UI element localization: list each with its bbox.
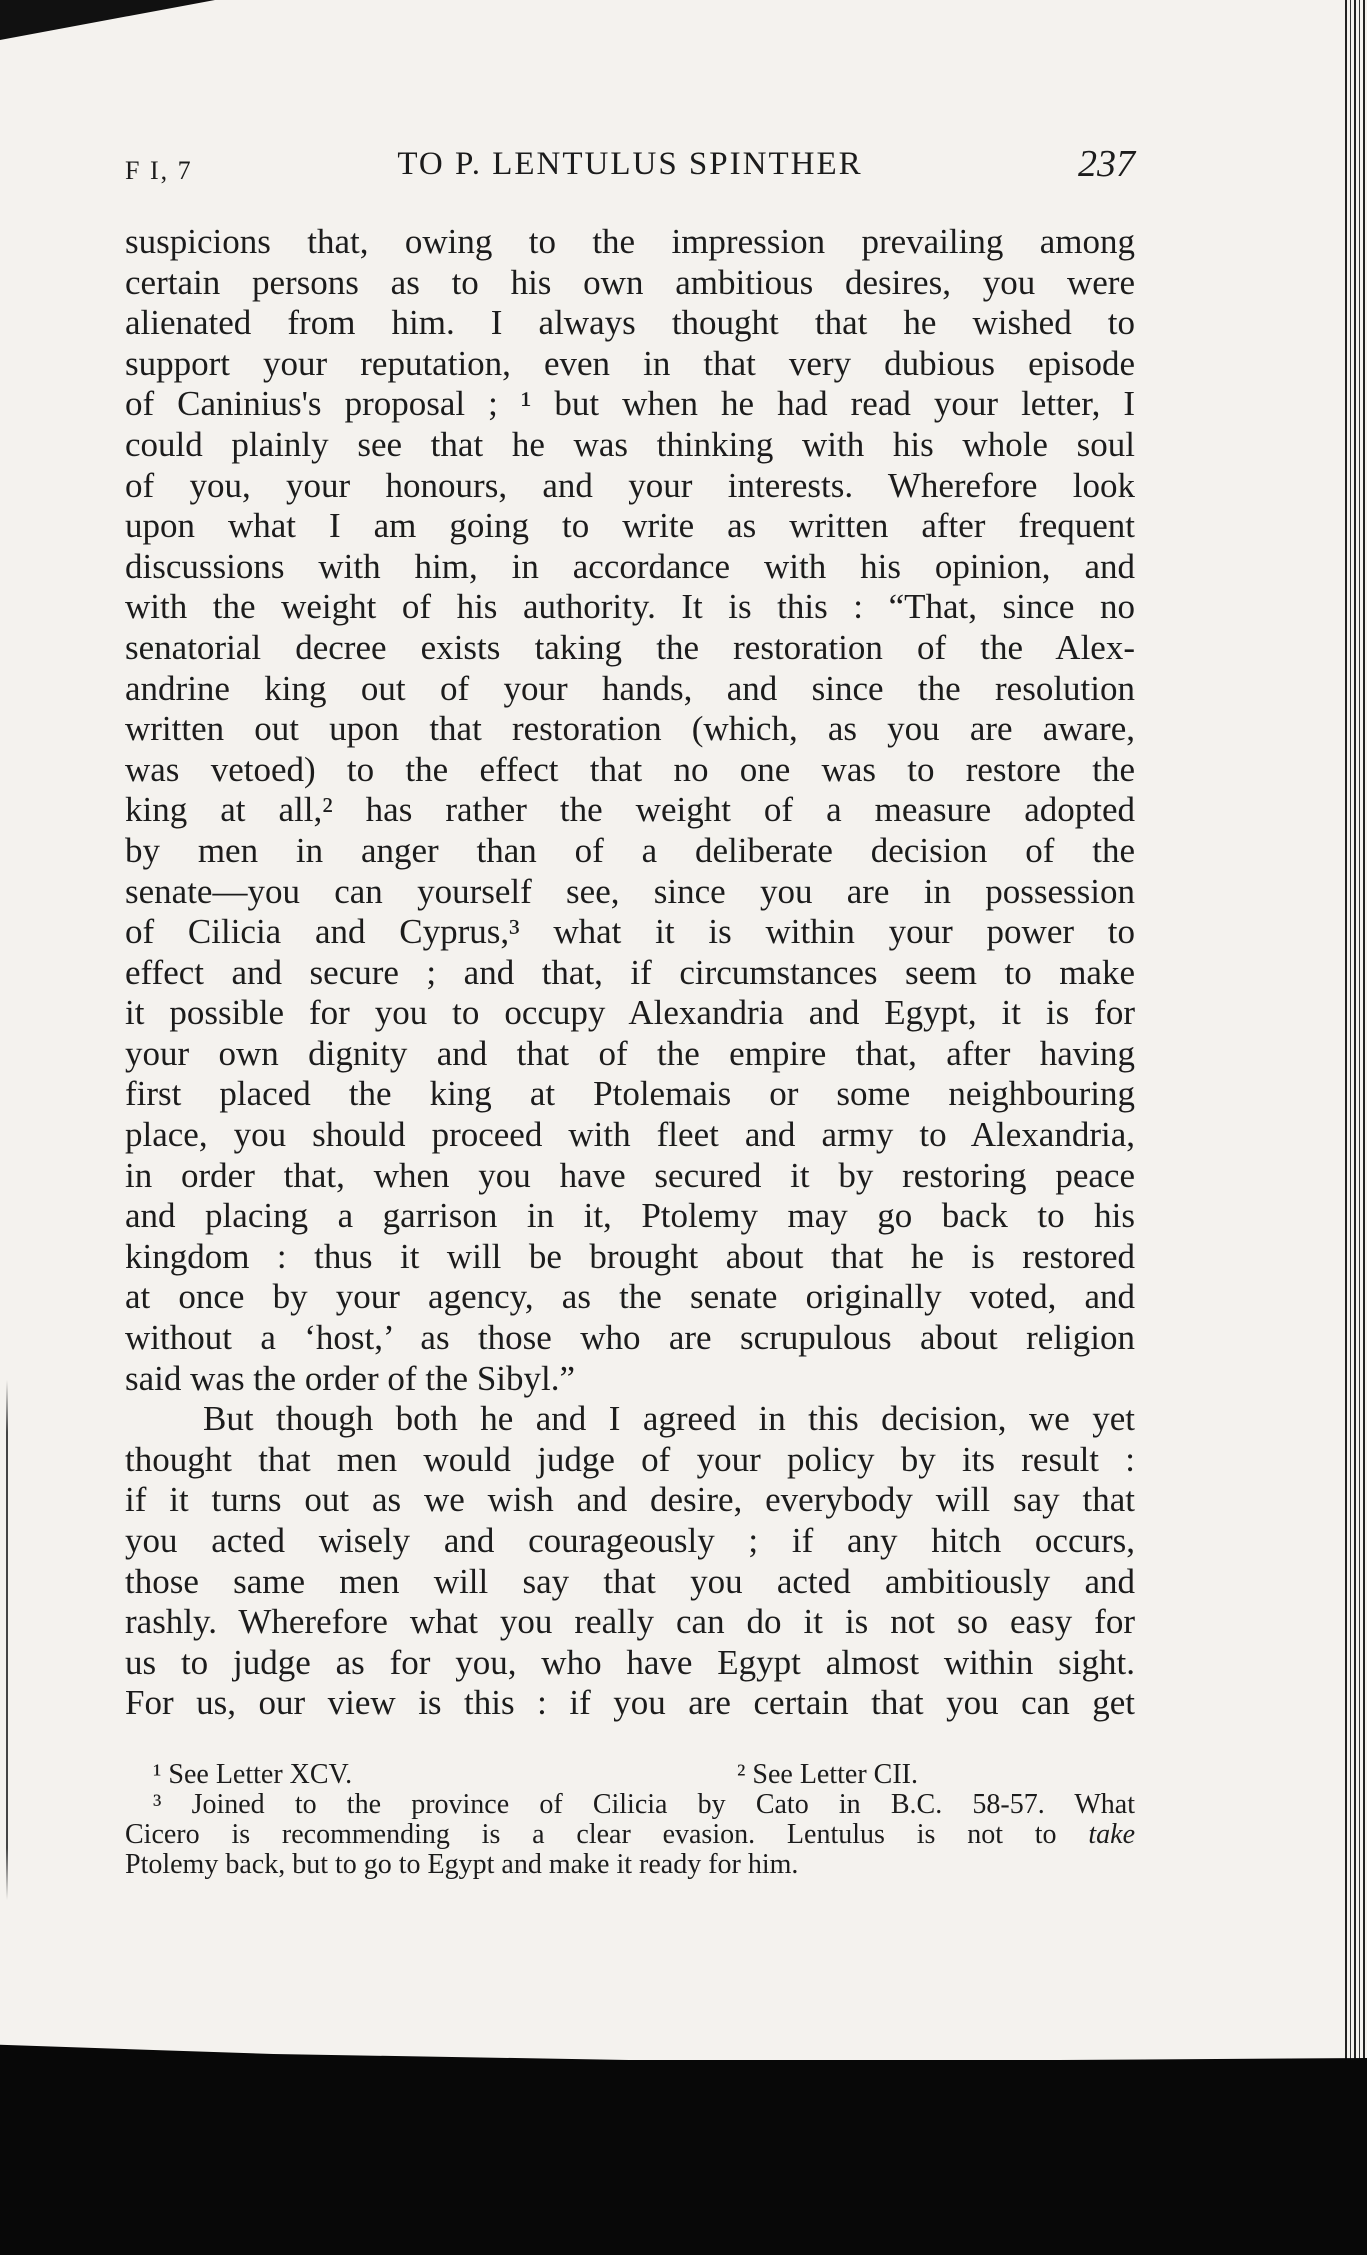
paragraph-start-line: But though both he and I agreed in this decision, we yet (203, 1399, 1135, 1439)
text-line: without a ‘host,’ as those who are scrupulous about religion (125, 1318, 1135, 1358)
footnote-3-line: ³ Joined to the province of Cilicia by Cato in B.C. 58-57. What (153, 1789, 1135, 1820)
text-line: king at all,² has rather the weight of a measure adopted (125, 790, 1135, 830)
text-line: said was the order of the Sibyl.” (125, 1358, 576, 1398)
text-line: certain persons as to his own ambitious desires, you were (125, 262, 1135, 302)
text-line: us to judge as for you, who have Egypt almost within sight. (125, 1642, 1135, 1682)
text-line: first placed the king at Ptolemais or some neighbouring (125, 1074, 1135, 1114)
text-line: For us, our view is this : if you are certain that you can get (125, 1683, 1135, 1723)
footnote-3-text: Cicero is recommending is a clear evasion. Lentulus is not to (125, 1819, 1057, 1850)
text-line: by men in anger than of a deliberate decision of the (125, 830, 1135, 870)
scan-left-margin-mark (6, 1380, 8, 1900)
text-line: could plainly see that he was thinking with his whole soul (125, 424, 1135, 464)
footnote-row (125, 1760, 1135, 1790)
footnote-1: ¹ See Letter XCV. (153, 1759, 353, 1790)
footnotes (125, 1760, 1135, 1880)
text-line: thought that men would judge of your policy by its result : (125, 1439, 1135, 1479)
scan-bottom-shadow (0, 2060, 1367, 2255)
text-line: rashly. Wherefore what you really can do it is not so easy for (125, 1602, 1135, 1642)
running-title: TO P. LENTULUS SPINTHER (397, 146, 863, 182)
text-line: kingdom : thus it will be brought about that he is restored (125, 1236, 1135, 1276)
footnote-2: ² See Letter CII. (737, 1759, 918, 1790)
text-line: effect and secure ; and that, if circumstances seem to make (125, 952, 1135, 992)
text-line: at once by your agency, as the senate originally voted, and (125, 1277, 1135, 1317)
text-line: with the weight of his authority. It is this : “That, since no (125, 587, 1135, 627)
text-line: those same men will say that you acted ambitiously and (125, 1561, 1135, 1601)
text-line: support your reputation, even in that very dubious episode (125, 343, 1135, 383)
text-line: if it turns out as we wish and desire, everybody will say that (125, 1480, 1135, 1520)
text-line: of Cilicia and Cyprus,³ what it is within your power to (125, 912, 1135, 952)
text-line: discussions with him, in accordance with his opinion, and (125, 546, 1135, 586)
text-line: alienated from him. I always thought that he wished to (125, 303, 1135, 343)
text-line: in order that, when you have secured it by restoring peace (125, 1155, 1135, 1195)
page-number: 237 (1078, 143, 1135, 185)
running-header (125, 140, 1135, 190)
text-line: was vetoed) to the effect that no one was to restore the (125, 749, 1135, 789)
text-line: suspicions that, owing to the impression prevailing among (125, 222, 1135, 261)
text-line: senate—you can yourself see, since you are in possession (125, 871, 1135, 911)
text-line: andrine king out of your hands, and since the resolution (125, 668, 1135, 708)
text-line: it possible for you to occupy Alexandria and Egypt, it is for (125, 993, 1135, 1033)
text-line: of Caninius's proposal ; ¹ but when he had read your letter, I (125, 384, 1135, 424)
text-line: place, you should proceed with fleet and army to Alexandria, (125, 1115, 1135, 1155)
scan-page-edge (1345, 0, 1367, 2070)
text-line: upon what I am going to write as written after frequent (125, 506, 1135, 546)
text-line: and placing a garrison in it, Ptolemy may go back to his (125, 1196, 1135, 1236)
text-line: written out upon that restoration (which, as you are aware, (125, 709, 1135, 749)
signature-mark: F I, 7 (125, 156, 193, 185)
footnote-3-line: Ptolemy back, but to go to Egypt and make it ready for him. (125, 1849, 799, 1880)
scan-corner-shadow (0, 0, 215, 40)
footnote-3-italic-word: take (1088, 1819, 1136, 1850)
text-line: of you, your honours, and your interests. Wherefore look (125, 465, 1135, 505)
text-line: your own dignity and that of the empire that, after having (125, 1033, 1135, 1073)
footnote-3-line (125, 1820, 1135, 1850)
body-text (125, 222, 1135, 1724)
text-line: senatorial decree exists taking the restoration of the Alex- (125, 627, 1135, 667)
text-line: you acted wisely and courageously ; if any hitch occurs, (125, 1521, 1135, 1560)
